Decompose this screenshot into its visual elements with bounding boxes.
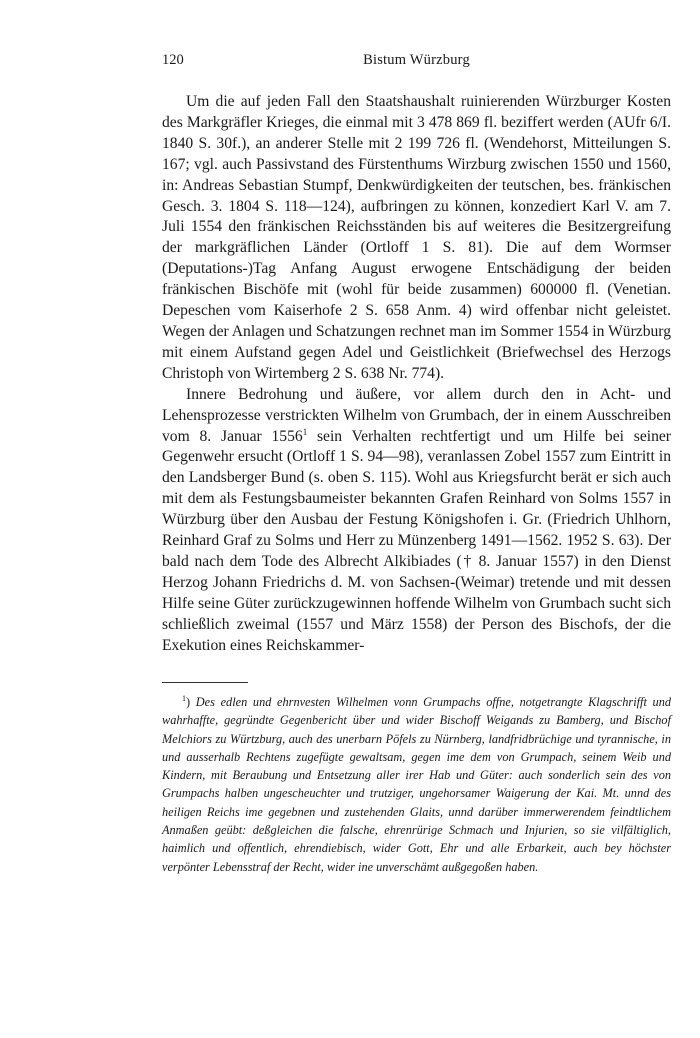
paragraph-2 (162, 385, 671, 657)
paragraph-2-part-2: sein Verhalten rechtfertigt und um Hilfe bei seiner Gegenwehr ersucht (Ortloff 1 S. 94—98), veranlassen Zobel 1557 zum Eintritt in den Landsberger Bund (s. oben S. 115). Wohl aus Kriegsfurcht berät er sich auch mit dem als Festungsbaumeister bekannten Grafen Reinhard von Solms 1557 in Würzburg über den Ausbau der Festung Königshofen i. Gr. (Friedrich Uhlhorn, Reinhard Graf zu Solms und Herr zu Münzenberg 1491—1562. 1952 S. 63). Der bald nach dem Tode des Albrecht Alkibiades († 8. Januar 1557) in den Dienst Herzog Johann Friedrichs d. M. von Sachsen-(Weimar) tretende und mit dessen Hilfe seine Güter zurückzugewinnen hoffende Wilhelm von Grumbach sucht sich schließlich zweimal (1557 und März 1558) der Person des Bischofs, der die Exekution eines Reichskammer- (162, 427, 672, 654)
footnote-reference[interactable]: 1 (302, 426, 308, 437)
footnote-separator (162, 682, 248, 683)
paragraph-1: Um die auf jeden Fall den Staatshaushalt ruinierenden Würzburger Kosten des Markgräfler Krieges, die einmal mit 3 478 869 fl. beziffert werden (AUfr 6/I. 1840 S. 30f.), an anderer Stelle mit 2 199 726 fl. (Wendehorst, Mitteilungen S. 167; vgl. auch Passivstand des Fürstenthums Wirzburg zwischen 1550 und 1560, in: Andreas Sebastian Stumpf, Denkwürdigkeiten der teutschen, bes. fränkischen Gesch. 3. 1804 S. 118—124), aufbringen zu können, konzediert Karl V. am 7. Juli 1554 den fränkischen Reichsständen bis auf weiteres die Besitzergreifung der markgräflichen Länder (Ortloff 1 S. 81). Die auf dem Wormser (Deputations-)Tag Anfang August erwogene Entschädigung der beiden fränkischen Bischöfe mit (wohl für beide zusammen) 600000 fl. (Venetian. Depeschen vom Kaiserhofe 2 S. 658 Anm. 4) wird offenbar nicht geleistet. Wegen der Anlagen und Schatzungen rechnet man im Sommer 1554 in Würzburg mit einem Aufstand gegen Adel und Geistlichkeit (Briefwechsel des Herzogs Christoph von Wirtemberg 2 S. 638 Nr. 774). (162, 93, 671, 382)
footnote-marker (162, 695, 190, 709)
footnote-paren: ) (186, 695, 191, 709)
running-head: Bistum Würzburg (363, 52, 470, 68)
body-text (162, 92, 671, 656)
footnote (162, 693, 671, 876)
footnote-text: Des edlen und ehrnvesten Wilhelmen vonn Grumpachs offne, notgetrangte Klagschrifft und wahrhaffte, gegründte Gegenbericht über und wider Bischoff Weigands zu Bamberg, und Bischof Melchiors zu Würtzburg, auch des unerbarn Pöfels zu Nürnberg, landfridbrüchige und tyrannische, in und ausserhalb Rechtens zugefügte gewaltsam, gegen ime dem von Grumpach, seinem Weib und Kindern, mit Beraubung und Entsetzung aller irer Hab und Güter: auch sonderlich sein des von Grumpachs halben ungescheuchter und trutziger, ungehorsamer Waigerung der Kai. Mt. unnd des heiligen Reichs ime gegebnen und zustehenden Glaits, unnd darüber immerwerendem feindtlichem Anmaßen geübt: deßgleichen die falsche, ehrenrürige Schmach und Injurien, so sie vilfältiglich, haimlich und offentlich, ehrendiebisch, wider Gott, Ehr und alle Erbarkeit, auch bey höchster verpönter Lebensstraf der Recht, wider ine unverschämt außgegoßen haben. (162, 695, 671, 874)
page-header (162, 52, 671, 72)
page-number: 120 (162, 52, 184, 68)
footnote-number: 1 (182, 694, 186, 703)
paragraph-2-part-1: Innere Bedrohung und äußere, vor allem durch den in Acht- und Lehensprozesse verstrickten Wilhelm von Grumbach, der in einem Ausschreiben vom 8. Januar 1556 (162, 385, 671, 445)
